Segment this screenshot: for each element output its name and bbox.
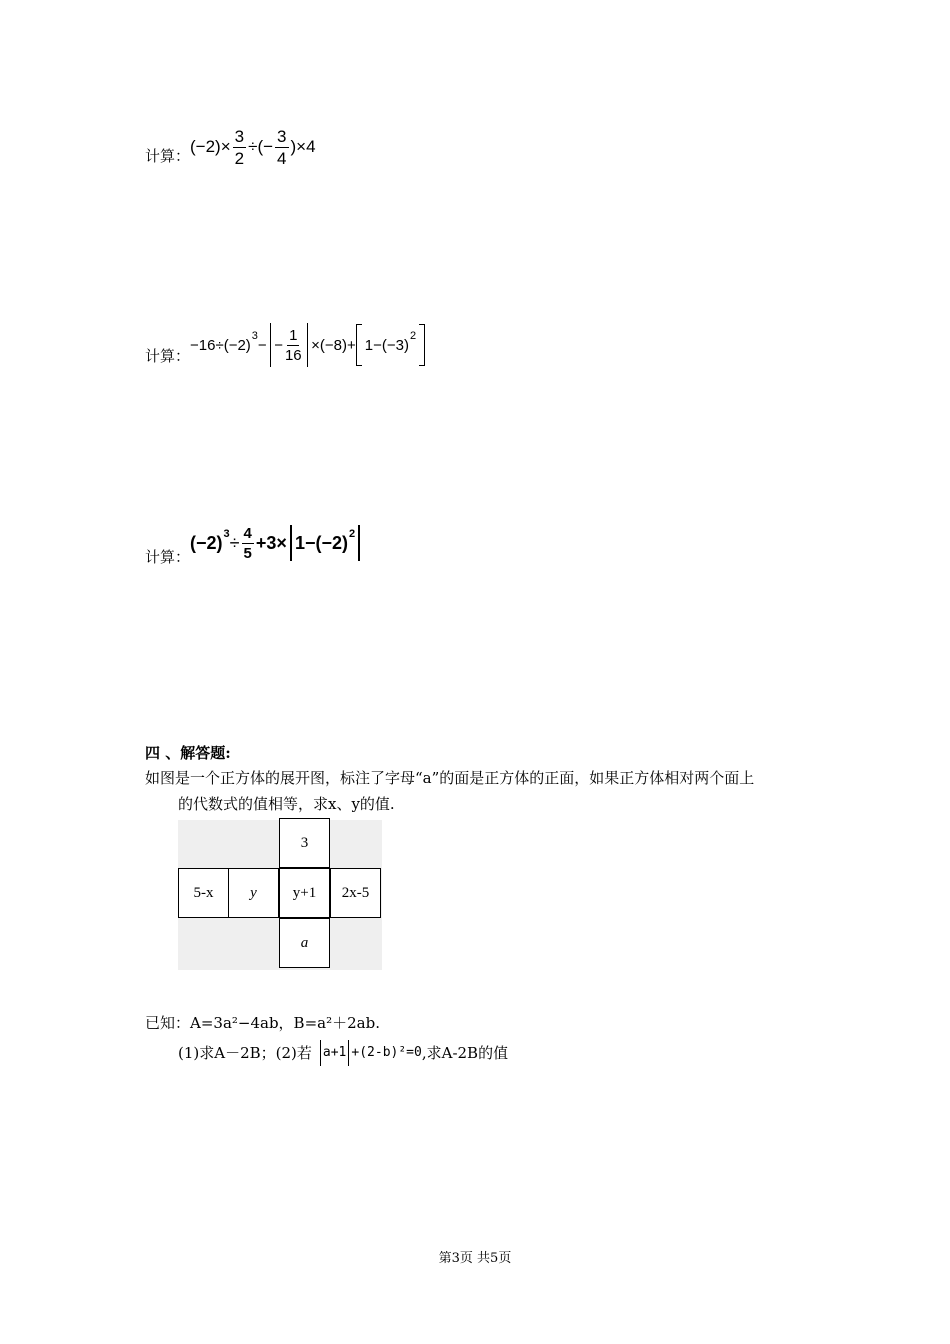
q3-part-b: ÷ [229, 532, 240, 553]
problem-2-abs-bar-left [320, 1040, 321, 1066]
q3-part-a: (−2) [190, 532, 223, 553]
q1-part-a: (−2)× [190, 137, 231, 156]
problem-2-line-2-a: (1)求A－2B；(2)若 [178, 1044, 312, 1062]
cube-face-top: 3 [279, 818, 330, 868]
problem-2-condition [318, 1040, 422, 1066]
q1-fraction-2-den: 4 [277, 148, 287, 168]
q3-fraction [242, 526, 254, 561]
q2-fraction-den: 16 [284, 346, 302, 364]
problem-2-line-2 [178, 1040, 508, 1066]
question-2-expression [190, 323, 425, 367]
problem-2-condition-rest: +(2-b)²=0 [351, 1045, 422, 1060]
q2-fraction [285, 328, 302, 363]
question-1 [145, 122, 316, 172]
section-4-heading: 四 、解答题: [145, 744, 231, 762]
question-3-expression [190, 525, 363, 561]
q2-bracket-left [356, 324, 362, 366]
q1-fraction-1 [233, 128, 246, 167]
q1-fraction-1-num: 3 [234, 126, 245, 146]
q1-part-b: ÷(− [248, 137, 274, 156]
cube-face-4: 2x-5 [330, 868, 381, 918]
problem-2-abs-content: a+1 [322, 1045, 347, 1060]
question-3 [145, 515, 363, 571]
q2-part-c: − [274, 336, 283, 354]
cube-face-bottom: a [279, 918, 330, 968]
q2-part-e: 1−(−3) [364, 336, 409, 354]
q3-fraction-num: 4 [243, 524, 252, 542]
q2-abs-bar-right [307, 323, 309, 367]
q3-fraction-den: 5 [243, 544, 252, 562]
question-1-expression [190, 128, 316, 167]
q3-exponent-2: 2 [348, 528, 356, 540]
cube-face-3: y+1 [279, 868, 330, 918]
q2-part-b: − [257, 336, 267, 354]
q2-part-d: ×(−8)+ [311, 336, 356, 354]
question-3-label: 计算： [145, 548, 191, 566]
q2-part-a: −16÷(−2) [190, 336, 251, 354]
q2-bracket-right [419, 324, 425, 366]
problem-2-line-2-b: ,求A-2B的值 [421, 1044, 509, 1062]
problem-2-abs-bar-right [348, 1040, 349, 1066]
question-1-label: 计算： [145, 147, 191, 165]
cube-net [178, 820, 382, 970]
q3-abs-bar-left [290, 525, 292, 561]
question-2-label: 计算： [145, 347, 191, 365]
problem-1-line-1: 如图是一个正方体的展开图，标注了字母“a”的面是正方体的正面，如果正方体相对两个面上 [145, 769, 755, 787]
question-2 [145, 320, 425, 370]
cube-face-2: y [228, 868, 279, 918]
q2-abs-bar-left [270, 323, 272, 367]
q1-fraction-1-den: 2 [234, 148, 245, 168]
q3-part-d: 1−(−2) [294, 532, 348, 553]
q1-fraction-2-num: 3 [277, 126, 287, 146]
problem-1-line-2: 的代数式的值相等，求x、y的值. [178, 795, 395, 813]
cube-face-1: 5-x [178, 868, 229, 918]
q2-fraction-num: 1 [289, 326, 298, 344]
q3-exponent-1: 3 [223, 528, 230, 540]
q1-part-c: )×4 [290, 137, 316, 156]
q1-fraction-2 [275, 128, 288, 167]
q3-abs-bar-right [358, 525, 360, 561]
q2-exponent-2: 2 [409, 330, 417, 342]
page-footer: 第3页 共5页 [438, 1251, 512, 1266]
q3-part-c: +3× [255, 532, 287, 553]
problem-2-line-1: 已知：A=3a²−4ab，B=a²＋2ab. [145, 1014, 380, 1032]
q2-exponent-1: 3 [251, 330, 258, 342]
